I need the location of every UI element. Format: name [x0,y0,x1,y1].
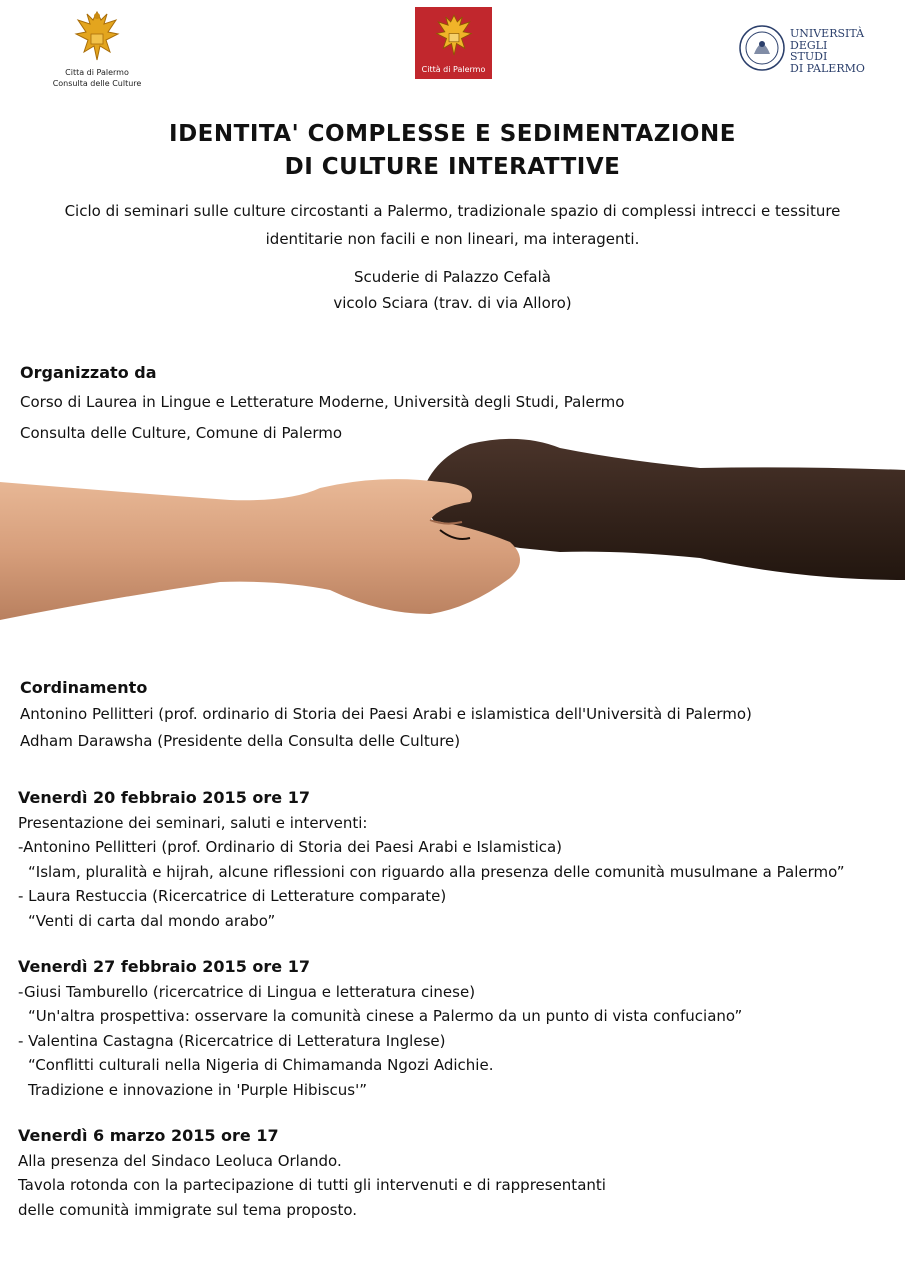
handshake-illustration [0,430,905,630]
day1-line1: Presentazione dei seminari, saluti e interventi: [18,813,368,832]
venue-line2: vicolo Sciara (trav. di via Alloro) [333,294,572,312]
day3-line3: delle comunità immigrate sul tema proposto. [18,1200,358,1219]
day1-line4: - Laura Restuccia (Ricercatrice di Letterature comparate) [18,887,447,905]
organized-line2: Consulta delle Culture, Comune di Palermo [20,424,343,442]
eagle-emblem-icon [434,12,474,60]
citta-logo-caption: Città di Palermo [421,65,486,74]
venue [0,264,905,316]
day1-line2: -Antonino Pellitteri (prof. Ordinario di Storia dei Paesi Arabi e Islamistica) [18,838,563,856]
coordination-line2: Adham Darawsha (Presidente della Consulta delle Culture) [20,732,461,750]
university-seal-icon [738,24,786,72]
coordination-section [20,674,752,755]
seminar-day2 [18,955,742,1102]
organized-heading: Organizzato da [20,363,157,382]
subtitle-line1: Ciclo di seminari sulle culture circostanti a Palermo, tradizionale spazio di complessi intrecci e tessiture [64,202,841,220]
consulta-logo-line1: Citta di Palermo [65,68,129,77]
subtitle-line2: identitarie non facili e non lineari, ma interagenti. [265,230,640,248]
university-line2: DEGLI STUDI [790,38,828,63]
day3-line2: Tavola rotonda con la partecipazione di tutti gli intervenuti e di rappresentanti [18,1176,606,1194]
light-arm [0,479,520,620]
day2-line1: -Giusi Tamburello (ricercatrice di Lingua e letteratura cinese) [18,982,476,1001]
university-logo [738,24,868,76]
subtitle [30,197,875,253]
page-title [0,118,905,184]
venue-line1: Scuderie di Palazzo Cefalà [354,268,551,286]
day1-line5: “Venti di carta dal mondo arabo” [28,911,276,930]
organized-line1: Corso di Laurea in Lingue e Letterature Moderne, Università degli Studi, Palermo [20,393,625,411]
day2-heading: Venerdì 27 febbraio 2015 ore 17 [18,957,310,976]
day2-line5: Tradizione e innovazione in 'Purple Hibiscus'” [28,1080,367,1099]
day2-line3: - Valentina Castagna (Ricercatrice di Letteratura Inglese) [18,1031,446,1050]
consulta-logo-line2: Consulta delle Culture [52,79,142,88]
day3-heading: Venerdì 6 marzo 2015 ore 17 [18,1126,279,1145]
consulta-logo [52,8,142,88]
eagle-emblem-icon [74,8,120,66]
day3-line1: Alla presenza del Sindaco Leoluca Orlando. [18,1151,342,1170]
university-line3: DI PALERMO [790,61,865,75]
coordination-line1: Antonino Pellitteri (prof. ordinario di Storia dei Paesi Arabi e islamistica dell'Università di Palermo) [20,705,752,723]
title-line1: IDENTITA' COMPLESSE E SEDIMENTAZIONE [169,121,736,147]
seminar-day1 [18,786,845,933]
title-line2: DI CULTURE INTERATTIVE [284,154,621,180]
coordination-heading: Cordinamento [20,678,148,697]
seminar-day3 [18,1124,606,1222]
university-line1: UNIVERSITÀ [790,27,865,40]
day2-line4: “Conflitti culturali nella Nigeria di Chimamanda Ngozi Adichie. [28,1056,494,1074]
citta-di-palermo-logo [415,7,492,79]
day1-line3: “Islam, pluralità e hijrah, alcune riflessioni con riguardo alla presenza delle comunità musulmane a Palermo” [28,862,845,881]
day2-line2: “Un'altra prospettiva: osservare la comunità cinese a Palermo da un punto di vista confuciano” [28,1007,743,1025]
day1-heading: Venerdì 20 febbraio 2015 ore 17 [18,788,310,807]
